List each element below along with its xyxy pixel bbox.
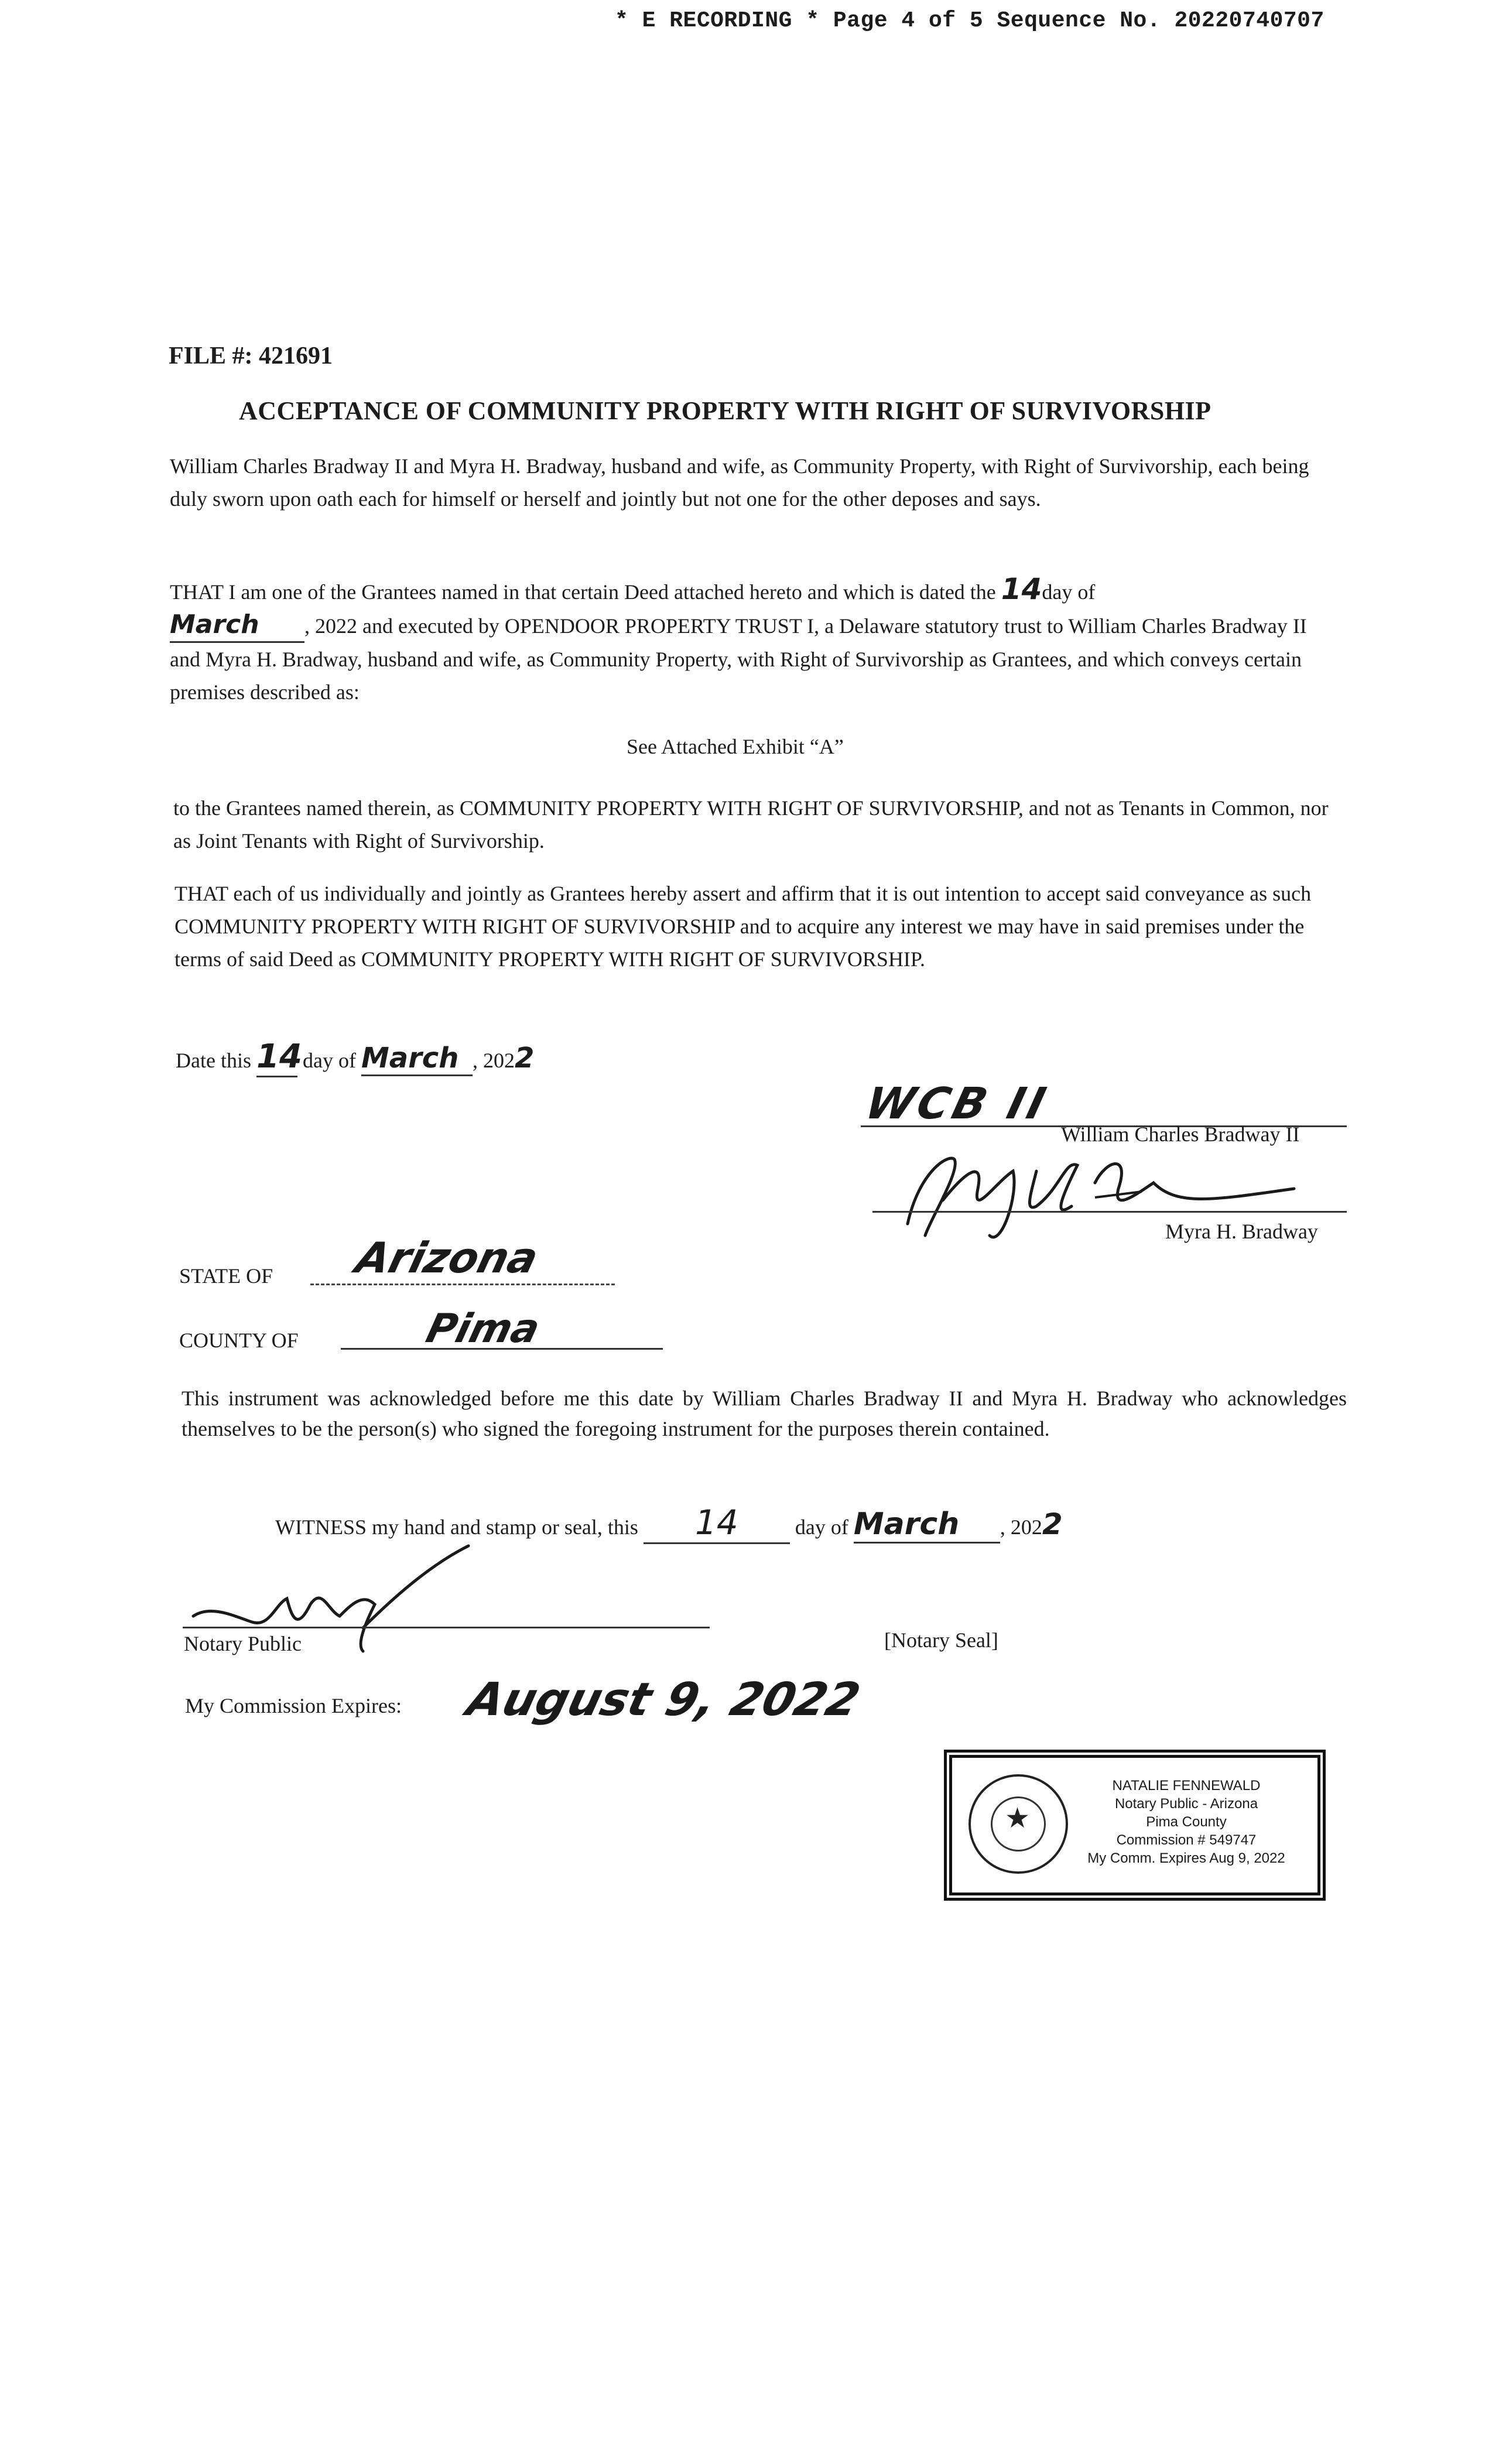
- witness-prefix: WITNESS my hand and stamp or seal, this: [275, 1515, 644, 1539]
- commission-label: My Commission Expires:: [185, 1694, 402, 1717]
- signer1-signature: WCB II: [860, 1079, 1054, 1129]
- witness-month-handwritten: March: [854, 1507, 1000, 1544]
- state-value-handwritten: Arizona: [351, 1233, 543, 1282]
- date-day-handwritten: 14: [256, 1038, 297, 1077]
- notary-stamp-text: [1075, 1777, 1298, 1867]
- witness-day-handwritten: 14: [644, 1503, 790, 1544]
- county-label: COUNTY OF: [179, 1329, 299, 1352]
- state-label: STATE OF: [179, 1264, 273, 1288]
- date-prefix: Date this: [176, 1049, 256, 1072]
- notary-signature-line: [183, 1627, 710, 1628]
- state-line: [310, 1284, 615, 1285]
- witness-year-handwritten: 2: [1042, 1507, 1063, 1541]
- paragraph-deed-reference: [170, 573, 1329, 709]
- signer1-name: William Charles Bradway II: [1061, 1123, 1300, 1146]
- notary-stamp: [944, 1750, 1326, 1901]
- acknowledgment-paragraph: This instrument was acknowledged before me this date by William Charles Bradway II and Myra H. Bradway who acknowledges themselves to be the person(s) who signed the foregoing instrument for the purposes therein contained.: [182, 1387, 1347, 1440]
- date-year-handwritten: 2: [514, 1042, 535, 1074]
- witness-line: [275, 1503, 1063, 1544]
- stamp-line-name: NATALIE FENNEWALD: [1112, 1778, 1261, 1794]
- file-number: FILE #: 421691: [169, 343, 333, 369]
- paragraph-affirmation: THAT each of us individually and jointly as Grantees hereby assert and affirm that it is out intention to accept said conveyance as such COMMUNITY PROPERTY WITH RIGHT OF SURVIVORSHIP and to acquire any interest we may have in said premises under the terms of said Deed as COMMUNITY PROPERTY WITH RIGHT OF SURVIVORSHIP.: [174, 882, 1312, 971]
- deed-text-part1: THAT I am one of the Grantees named in that certain Deed attached hereto and which is dated the: [170, 580, 1001, 604]
- document-title: ACCEPTANCE OF COMMUNITY PROPERTY WITH RIGHT OF SURVIVORSHIP: [239, 396, 1211, 425]
- date-mid: day of: [297, 1049, 361, 1072]
- stamp-line-title: Notary Public - Arizona: [1114, 1796, 1258, 1812]
- deed-day-handwritten: 14: [1001, 572, 1042, 606]
- signer2-signature-line: [872, 1211, 1347, 1213]
- state-seal-icon: ★: [968, 1774, 1068, 1874]
- notary-seal-placeholder: [Notary Seal]: [884, 1628, 998, 1652]
- signer2-name: Myra H. Bradway: [1165, 1220, 1318, 1243]
- stamp-line-commission: Commission # 549747: [1116, 1832, 1257, 1848]
- deed-text-part3: , 2022 and executed by OPENDOOR PROPERTY TRUST I, a Delaware statutory trust to William Charles Bradway II and Myra H. Bradway, husband and wife, as Community Property, with Right of Survivorship as Grantees, and which conveys certain premises described as:: [170, 614, 1307, 704]
- witness-year-prefix: , 202: [1000, 1515, 1042, 1539]
- stamp-line-expires: My Comm. Expires Aug 9, 2022: [1087, 1850, 1285, 1866]
- commission-date-handwritten: August 9, 2022: [461, 1674, 865, 1726]
- date-year-prefix: , 202: [472, 1049, 515, 1072]
- county-value-handwritten: Pima: [422, 1306, 545, 1352]
- paragraph-sworn-statement: William Charles Bradway II and Myra H. Bradway, husband and wife, as Community Property, with Right of Survivorship, each being duly sworn upon oath each for himself or herself and jointly but not one for the other deposes and says.: [170, 454, 1309, 511]
- county-line: [341, 1348, 663, 1350]
- recording-header: * E RECORDING * Page 4 of 5 Sequence No. 20220740707: [615, 8, 1325, 33]
- witness-mid: day of: [789, 1515, 854, 1539]
- deed-month-handwritten: March: [170, 608, 304, 643]
- date-month-handwritten: March: [361, 1042, 473, 1076]
- deed-text-part2: day of: [1042, 580, 1096, 604]
- notary-public-label: Notary Public: [184, 1632, 302, 1655]
- date-line: [176, 1038, 534, 1077]
- stamp-line-county: Pima County: [1146, 1814, 1227, 1830]
- exhibit-reference: See Attached Exhibit “A”: [627, 735, 844, 758]
- paragraph-grantees-tenancy: to the Grantees named therein, as COMMUNITY PROPERTY WITH RIGHT OF SURVIVORSHIP, and not as Tenants in Common, nor as Joint Tenants with Right of Survivorship.: [173, 796, 1329, 853]
